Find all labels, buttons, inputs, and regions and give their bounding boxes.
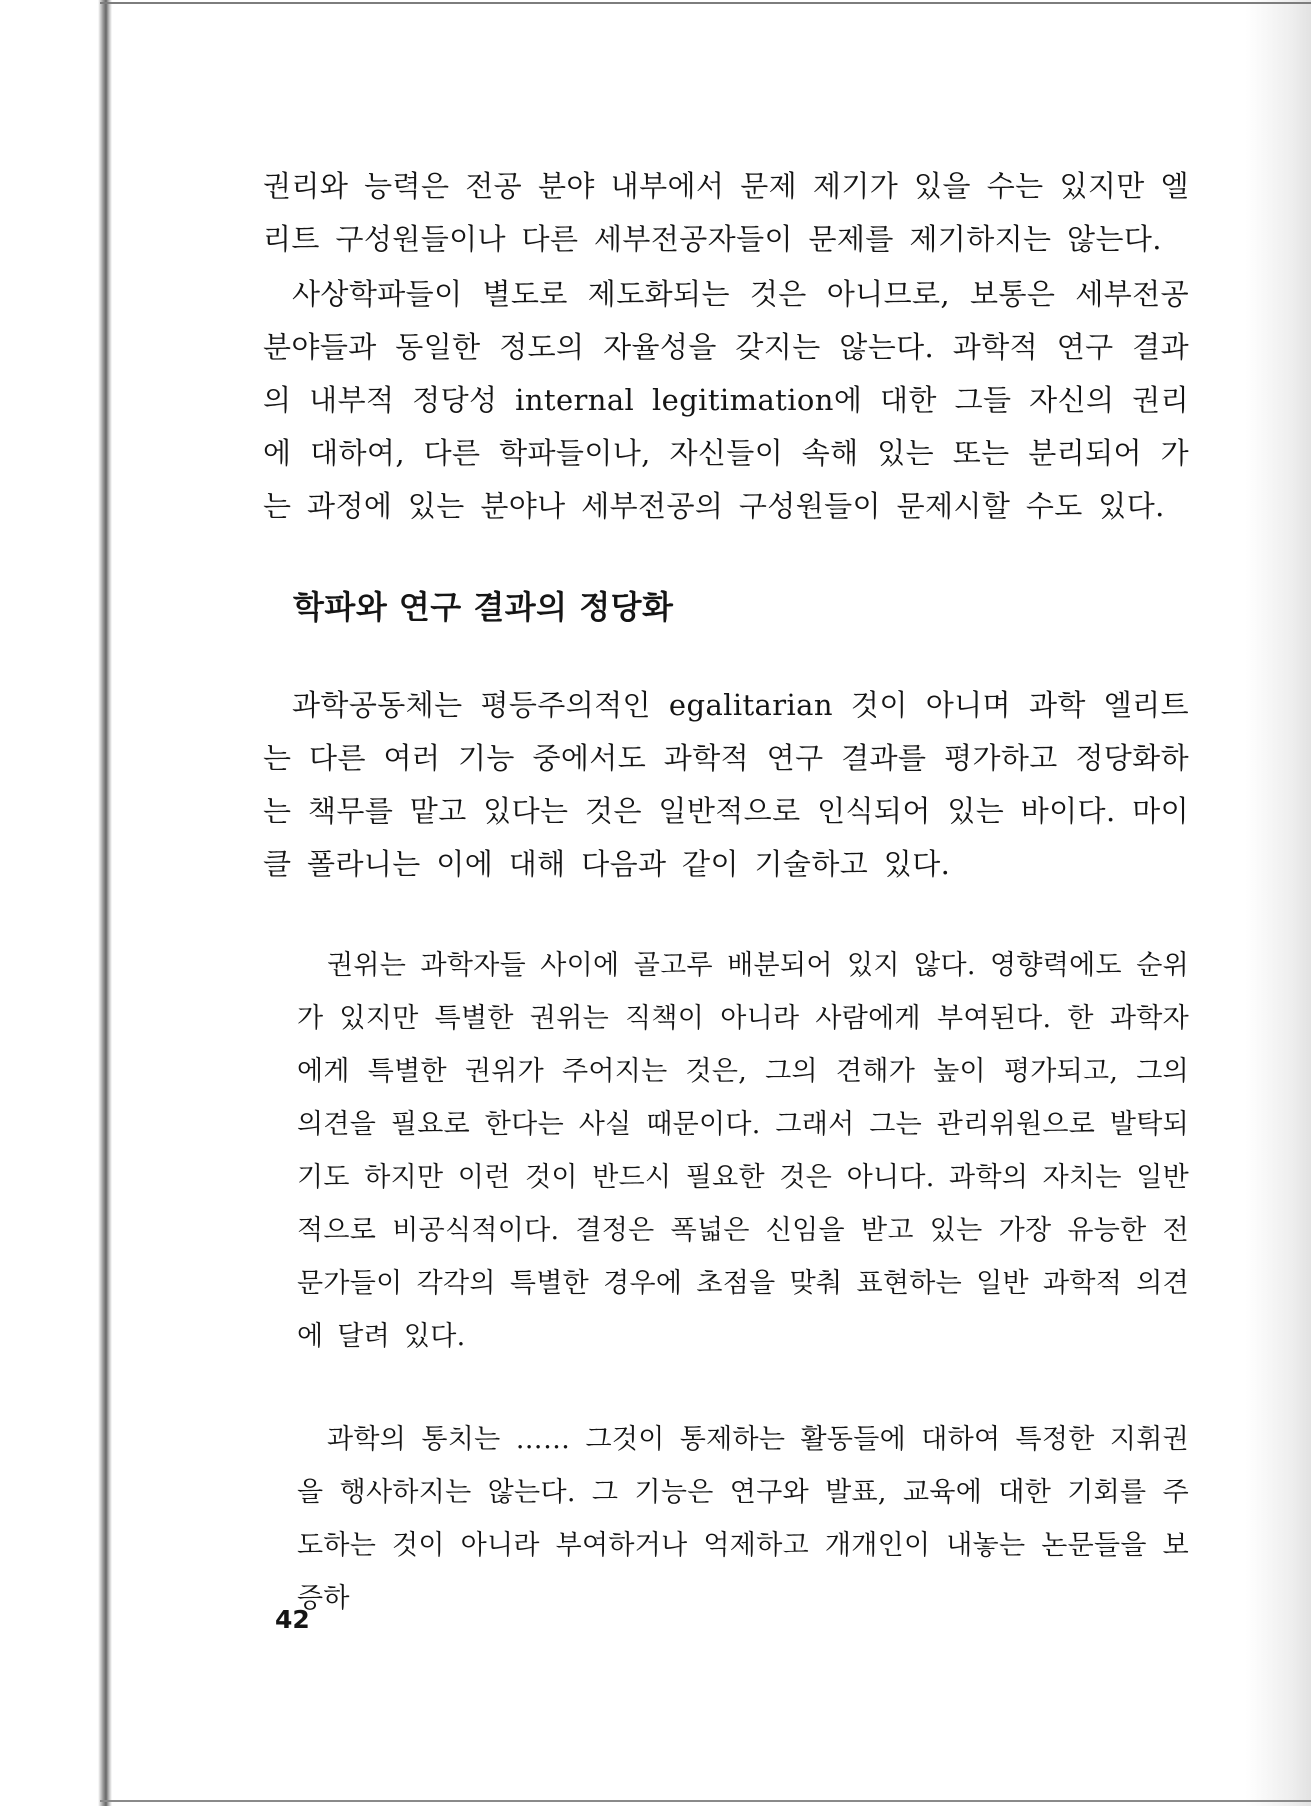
page-number: 42 [275,1605,310,1634]
quote-text: 권위는 과학자들 사이에 골고루 배분되어 있지 않다. 영향력에도 순위가 있지만 특별한 권위는 직책이 아니라 사람에게 부여된다. 한 과학자에게 특별한 권위가 주어지는 것은, 그의 견해가 높이 평가되고, 그의 의견을 필요로 한다는 사실 때문이다. 그래서 그는 관리위원으로 발탁되기도 하지만 이런 것이 반드시 필요한 것은 아니다. 과학의 자치는 일반적으로 비공식적이다. 결정은 폭넓은 신임을 받고 있는 가장 유능한 전문가들이 각각의 특별한 경우에 초점을 맞춰 표현하는 일반 과학적 의견에 달려 있다. [297,950,1189,1352]
page-body [263,160,1189,1625]
paragraph-schools-autonomy: 사상학파들이 별도로 제도화되는 것은 아니므로, 보통은 세부전공 분야들과 동일한 정도의 자율성을 갖지는 않는다. 과학적 연구 결과의 내부적 정당성 internal legitimation에 대한 그들 자신의 권리에 대하여, 다른 학파들이나, 자신들이 속해 있는 또는 분리되어 가는 과정에 있는 분야나 세부전공의 구성원들이 문제시할 수도 있다. [263,277,1189,523]
page-bottom-edge [100,1800,1311,1802]
paragraph-scientific-community: 과학공동체는 평등주의적인 egalitarian 것이 아니며 과학 엘리트는 다른 여러 기능 중에서도 과학적 연구 결과를 평가하고 정당화하는 책무를 맡고 있다는 것은 일반적으로 인식되어 있는 바이다. 마이클 폴라니는 이에 대해 다음과 같이 기술하고 있다. [263,688,1189,881]
block-quote-governance [263,1413,1189,1625]
quote-text: 과학의 통치는 …… 그것이 통제하는 활동들에 대하여 특정한 지휘권을 행사하지는 않는다. 그 기능은 연구와 발표, 교육에 대한 기회를 주도하는 것이 아니라 부여하거나 억제하고 개개인이 내놓는 논문들을 보증하 [297,1424,1189,1614]
book-spine-shadow [0,0,112,1806]
page-top-edge [100,2,1311,4]
block-quote-authority [263,939,1189,1363]
paragraph-continued: 권리와 능력은 전공 분야 내부에서 문제 제기가 있을 수는 있지만 엘리트 구성원들이나 다른 세부전공자들이 문제를 제기하지는 않는다. [263,169,1189,256]
section-heading: 학파와 연구 결과의 정당화 [293,588,674,626]
